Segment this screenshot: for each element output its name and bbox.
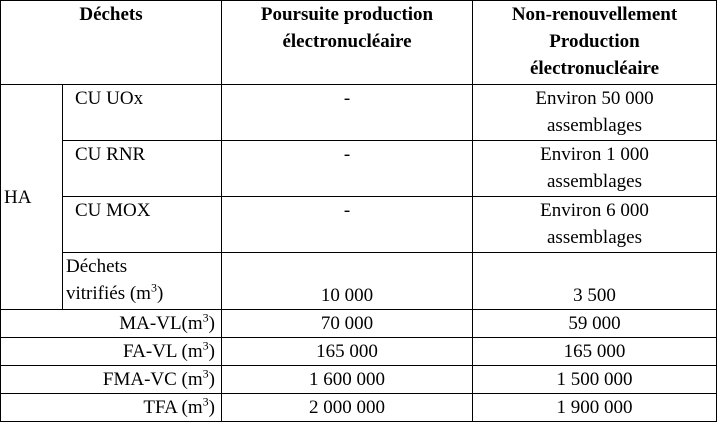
row-label-ma-vl: $MA-VL(m^3)$ <box>1 310 222 338</box>
cell-poursuite-cu-mox: - <box>222 197 473 253</box>
ha-group-label <box>1 85 63 310</box>
cell-non-renouvellement-dechets-vitrifies: 3 500 <box>473 253 717 310</box>
row-label-cu-rnr: CU RNR <box>63 141 222 197</box>
cell-non-renouvellement-tfa: 1 900 000 <box>473 394 717 422</box>
row-label-cu-mox: CU MOX <box>63 197 222 253</box>
table-row-fma-vc <box>1 366 717 394</box>
cell-poursuite-ma-vl: 70 000 <box>222 310 473 338</box>
row-label-tfa: TFA $(m^3)$ <box>1 394 222 422</box>
cell-non-renouvellement-cu-rnr: Environ 1 000 assemblages <box>473 141 717 197</box>
table-row-fa-vl <box>1 338 717 366</box>
cell-non-renouvellement-ma-vl: 59 000 <box>473 310 717 338</box>
header-non-renouvellement-line1: Non-renouvellement <box>511 4 678 25</box>
cell-poursuite-cu-rnr: - <box>222 141 473 197</box>
table-row-tfa <box>1 394 717 422</box>
header-non-renouvellement <box>473 1 717 85</box>
table-row-dechets-vitrifies <box>1 253 717 310</box>
row-label-dechets-vitrifies: Déchets vitrifiés $(m^3)$ <box>63 253 222 310</box>
cell-poursuite-dechets-vitrifies: 10 000 <box>222 253 473 310</box>
header-non-renouvellement-line3: électronucléaire <box>529 58 660 79</box>
cell-non-renouvellement-fa-vl: 165 000 <box>473 338 717 366</box>
table-row-cu-mox <box>1 197 717 253</box>
cell-poursuite-fa-vl: 165 000 <box>222 338 473 366</box>
table-row-cu-rnr <box>1 141 717 197</box>
header-poursuite-line1: Poursuite production <box>260 4 434 25</box>
cell-non-renouvellement-cu-uox: Environ 50 000 assemblages <box>473 85 717 141</box>
cell-poursuite-fma-vc: 1 600 000 <box>222 366 473 394</box>
row-label-fa-vl: FA-VL $(m^3)$ <box>1 338 222 366</box>
header-poursuite <box>222 1 473 85</box>
header-non-renouvellement-line2: Production <box>549 31 640 52</box>
cell-poursuite-tfa: 2 000 000 <box>222 394 473 422</box>
row-label-fma-vc: FMA-VC $(m^3)$ <box>1 366 222 394</box>
cell-non-renouvellement-fma-vc: 1 500 000 <box>473 366 717 394</box>
cell-poursuite-cu-uox: - <box>222 85 473 141</box>
header-dechets-text: Déchets <box>79 4 143 25</box>
row-label-cu-uox: CU UOx <box>63 85 222 141</box>
table-row-cu-uox <box>1 85 717 141</box>
ha-label-text: HA <box>4 186 32 208</box>
table-row-ma-vl <box>1 310 717 338</box>
header-row <box>1 1 717 85</box>
header-poursuite-line2: électronucléaire <box>282 31 412 52</box>
cell-non-renouvellement-cu-mox: Environ 6 000 assemblages <box>473 197 717 253</box>
header-dechets <box>1 1 222 85</box>
